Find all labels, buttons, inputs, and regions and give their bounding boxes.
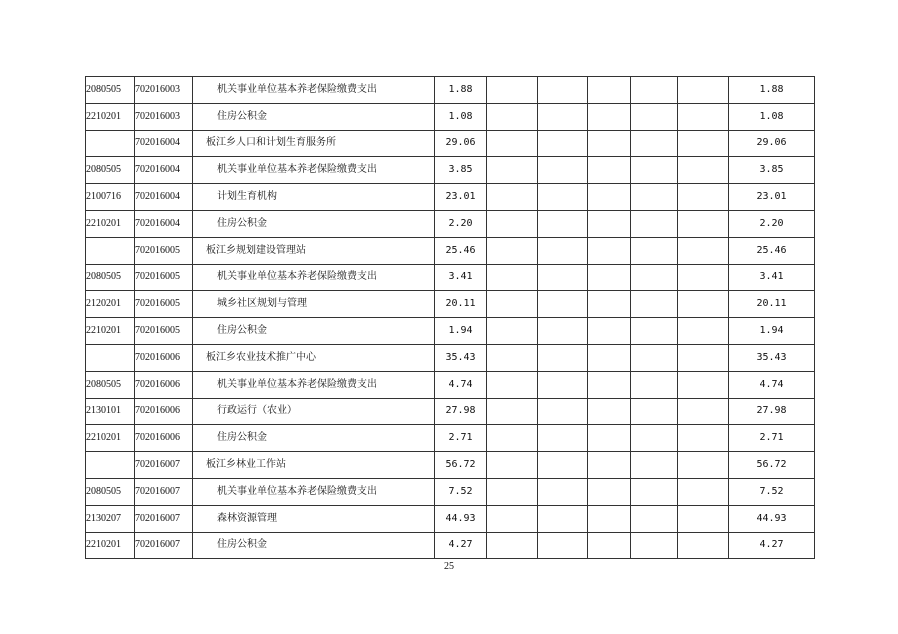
empty-cell <box>487 130 538 157</box>
empty-cell <box>487 452 538 479</box>
item-name-cell: 住房公积金 <box>193 210 435 237</box>
item-name-cell: 住房公积金 <box>193 103 435 130</box>
total-amount-cell: 56.72 <box>435 452 487 479</box>
empty-cell <box>631 184 678 211</box>
total-amount-cell: 3.85 <box>435 157 487 184</box>
empty-cell <box>538 425 588 452</box>
total-amount-cell: 23.01 <box>435 184 487 211</box>
unit-code-cell: 702016006 <box>135 425 193 452</box>
unit-code-cell: 702016003 <box>135 77 193 104</box>
empty-cell <box>631 291 678 318</box>
func-code-cell: 2080505 <box>86 478 135 505</box>
last-amount-cell: 4.74 <box>729 371 815 398</box>
empty-cell <box>487 532 538 559</box>
table-row <box>86 371 815 398</box>
item-name-cell: 板江乡人口和计划生育服务所 <box>193 130 435 157</box>
empty-cell <box>487 210 538 237</box>
last-amount-cell: 29.06 <box>729 130 815 157</box>
func-code-cell <box>86 130 135 157</box>
last-amount-cell: 35.43 <box>729 344 815 371</box>
empty-cell <box>588 184 631 211</box>
empty-cell <box>487 291 538 318</box>
func-code-cell: 2210201 <box>86 210 135 237</box>
unit-code-cell: 702016004 <box>135 210 193 237</box>
item-name-cell: 板江乡林业工作站 <box>193 452 435 479</box>
total-amount-cell: 27.98 <box>435 398 487 425</box>
item-name-cell: 住房公积金 <box>193 532 435 559</box>
total-amount-cell: 3.41 <box>435 264 487 291</box>
empty-cell <box>538 398 588 425</box>
item-name-cell: 住房公积金 <box>193 318 435 345</box>
empty-cell <box>538 77 588 104</box>
table-row <box>86 425 815 452</box>
empty-cell <box>538 318 588 345</box>
empty-cell <box>487 237 538 264</box>
empty-cell <box>631 532 678 559</box>
empty-cell <box>588 157 631 184</box>
last-amount-cell: 23.01 <box>729 184 815 211</box>
page-number: 25 <box>444 561 454 572</box>
func-code-cell: 2210201 <box>86 425 135 452</box>
empty-cell <box>588 318 631 345</box>
unit-code-cell: 702016005 <box>135 318 193 345</box>
func-code-cell: 2210201 <box>86 318 135 345</box>
empty-cell <box>588 478 631 505</box>
table-row <box>86 318 815 345</box>
table-body <box>86 77 815 559</box>
empty-cell <box>538 478 588 505</box>
func-code-cell: 2080505 <box>86 77 135 104</box>
last-amount-cell: 27.98 <box>729 398 815 425</box>
empty-cell <box>678 478 729 505</box>
table-row <box>86 505 815 532</box>
func-code-cell <box>86 344 135 371</box>
empty-cell <box>678 264 729 291</box>
empty-cell <box>678 452 729 479</box>
empty-cell <box>631 318 678 345</box>
empty-cell <box>631 210 678 237</box>
empty-cell <box>487 478 538 505</box>
table-row <box>86 77 815 104</box>
last-amount-cell: 3.85 <box>729 157 815 184</box>
func-code-cell: 2210201 <box>86 103 135 130</box>
empty-cell <box>631 478 678 505</box>
func-code-cell: 2080505 <box>86 264 135 291</box>
empty-cell <box>588 425 631 452</box>
empty-cell <box>631 452 678 479</box>
empty-cell <box>678 344 729 371</box>
empty-cell <box>487 103 538 130</box>
empty-cell <box>538 130 588 157</box>
empty-cell <box>588 532 631 559</box>
empty-cell <box>678 237 729 264</box>
empty-cell <box>631 264 678 291</box>
empty-cell <box>678 157 729 184</box>
total-amount-cell: 35.43 <box>435 344 487 371</box>
empty-cell <box>538 184 588 211</box>
last-amount-cell: 2.20 <box>729 210 815 237</box>
unit-code-cell: 702016006 <box>135 344 193 371</box>
empty-cell <box>588 130 631 157</box>
empty-cell <box>487 371 538 398</box>
empty-cell <box>538 103 588 130</box>
empty-cell <box>588 77 631 104</box>
empty-cell <box>588 452 631 479</box>
total-amount-cell: 4.74 <box>435 371 487 398</box>
func-code-cell: 2120201 <box>86 291 135 318</box>
table-row <box>86 237 815 264</box>
empty-cell <box>631 130 678 157</box>
empty-cell <box>588 210 631 237</box>
func-code-cell: 2210201 <box>86 532 135 559</box>
empty-cell <box>631 505 678 532</box>
empty-cell <box>678 398 729 425</box>
last-amount-cell: 7.52 <box>729 478 815 505</box>
unit-code-cell: 702016004 <box>135 130 193 157</box>
empty-cell <box>588 371 631 398</box>
table-row <box>86 478 815 505</box>
item-name-cell: 机关事业单位基本养老保险缴费支出 <box>193 77 435 104</box>
empty-cell <box>487 318 538 345</box>
total-amount-cell: 20.11 <box>435 291 487 318</box>
total-amount-cell: 25.46 <box>435 237 487 264</box>
func-code-cell <box>86 237 135 264</box>
item-name-cell: 机关事业单位基本养老保险缴费支出 <box>193 478 435 505</box>
empty-cell <box>588 103 631 130</box>
item-name-cell: 机关事业单位基本养老保险缴费支出 <box>193 264 435 291</box>
unit-code-cell: 702016007 <box>135 532 193 559</box>
empty-cell <box>678 425 729 452</box>
empty-cell <box>538 452 588 479</box>
empty-cell <box>538 210 588 237</box>
total-amount-cell: 4.27 <box>435 532 487 559</box>
item-name-cell: 板江乡规划建设管理站 <box>193 237 435 264</box>
unit-code-cell: 702016007 <box>135 505 193 532</box>
item-name-cell: 机关事业单位基本养老保险缴费支出 <box>193 371 435 398</box>
func-code-cell <box>86 452 135 479</box>
item-name-cell: 计划生育机构 <box>193 184 435 211</box>
empty-cell <box>678 291 729 318</box>
func-code-cell: 2130101 <box>86 398 135 425</box>
last-amount-cell: 1.88 <box>729 77 815 104</box>
empty-cell <box>678 505 729 532</box>
empty-cell <box>588 505 631 532</box>
empty-cell <box>487 157 538 184</box>
empty-cell <box>678 130 729 157</box>
table-row <box>86 130 815 157</box>
unit-code-cell: 702016003 <box>135 103 193 130</box>
total-amount-cell: 7.52 <box>435 478 487 505</box>
last-amount-cell: 1.08 <box>729 103 815 130</box>
total-amount-cell: 2.20 <box>435 210 487 237</box>
unit-code-cell: 702016005 <box>135 264 193 291</box>
empty-cell <box>487 398 538 425</box>
empty-cell <box>631 103 678 130</box>
table-row <box>86 103 815 130</box>
unit-code-cell: 702016006 <box>135 371 193 398</box>
table-row <box>86 157 815 184</box>
table-row <box>86 344 815 371</box>
unit-code-cell: 702016007 <box>135 478 193 505</box>
empty-cell <box>538 532 588 559</box>
empty-cell <box>631 371 678 398</box>
unit-code-cell: 702016006 <box>135 398 193 425</box>
empty-cell <box>678 210 729 237</box>
total-amount-cell: 1.88 <box>435 77 487 104</box>
budget-table <box>85 76 815 559</box>
empty-cell <box>487 77 538 104</box>
empty-cell <box>631 77 678 104</box>
empty-cell <box>538 505 588 532</box>
total-amount-cell: 2.71 <box>435 425 487 452</box>
item-name-cell: 板江乡农业技术推广中心 <box>193 344 435 371</box>
empty-cell <box>678 371 729 398</box>
last-amount-cell: 44.93 <box>729 505 815 532</box>
empty-cell <box>631 157 678 184</box>
item-name-cell: 城乡社区规划与管理 <box>193 291 435 318</box>
total-amount-cell: 44.93 <box>435 505 487 532</box>
empty-cell <box>588 264 631 291</box>
empty-cell <box>487 505 538 532</box>
last-amount-cell: 25.46 <box>729 237 815 264</box>
empty-cell <box>538 371 588 398</box>
empty-cell <box>487 264 538 291</box>
empty-cell <box>538 157 588 184</box>
unit-code-cell: 702016004 <box>135 157 193 184</box>
func-code-cell: 2080505 <box>86 371 135 398</box>
empty-cell <box>487 425 538 452</box>
table-row <box>86 398 815 425</box>
unit-code-cell: 702016005 <box>135 237 193 264</box>
table-row <box>86 210 815 237</box>
table-row <box>86 291 815 318</box>
table-row <box>86 264 815 291</box>
empty-cell <box>631 398 678 425</box>
empty-cell <box>631 344 678 371</box>
func-code-cell: 2130207 <box>86 505 135 532</box>
empty-cell <box>538 291 588 318</box>
empty-cell <box>588 344 631 371</box>
empty-cell <box>487 184 538 211</box>
empty-cell <box>631 425 678 452</box>
last-amount-cell: 4.27 <box>729 532 815 559</box>
last-amount-cell: 56.72 <box>729 452 815 479</box>
empty-cell <box>678 184 729 211</box>
item-name-cell: 机关事业单位基本养老保险缴费支出 <box>193 157 435 184</box>
empty-cell <box>678 103 729 130</box>
empty-cell <box>538 264 588 291</box>
empty-cell <box>538 344 588 371</box>
item-name-cell: 行政运行（农业） <box>193 398 435 425</box>
empty-cell <box>588 291 631 318</box>
unit-code-cell: 702016005 <box>135 291 193 318</box>
last-amount-cell: 2.71 <box>729 425 815 452</box>
unit-code-cell: 702016007 <box>135 452 193 479</box>
last-amount-cell: 3.41 <box>729 264 815 291</box>
last-amount-cell: 20.11 <box>729 291 815 318</box>
empty-cell <box>678 532 729 559</box>
total-amount-cell: 1.08 <box>435 103 487 130</box>
empty-cell <box>588 398 631 425</box>
empty-cell <box>631 237 678 264</box>
item-name-cell: 森林资源管理 <box>193 505 435 532</box>
func-code-cell: 2080505 <box>86 157 135 184</box>
total-amount-cell: 29.06 <box>435 130 487 157</box>
total-amount-cell: 1.94 <box>435 318 487 345</box>
table-row <box>86 452 815 479</box>
table-row <box>86 184 815 211</box>
empty-cell <box>678 318 729 345</box>
empty-cell <box>678 77 729 104</box>
unit-code-cell: 702016004 <box>135 184 193 211</box>
func-code-cell: 2100716 <box>86 184 135 211</box>
empty-cell <box>588 237 631 264</box>
table-row <box>86 532 815 559</box>
item-name-cell: 住房公积金 <box>193 425 435 452</box>
empty-cell <box>487 344 538 371</box>
empty-cell <box>538 237 588 264</box>
last-amount-cell: 1.94 <box>729 318 815 345</box>
